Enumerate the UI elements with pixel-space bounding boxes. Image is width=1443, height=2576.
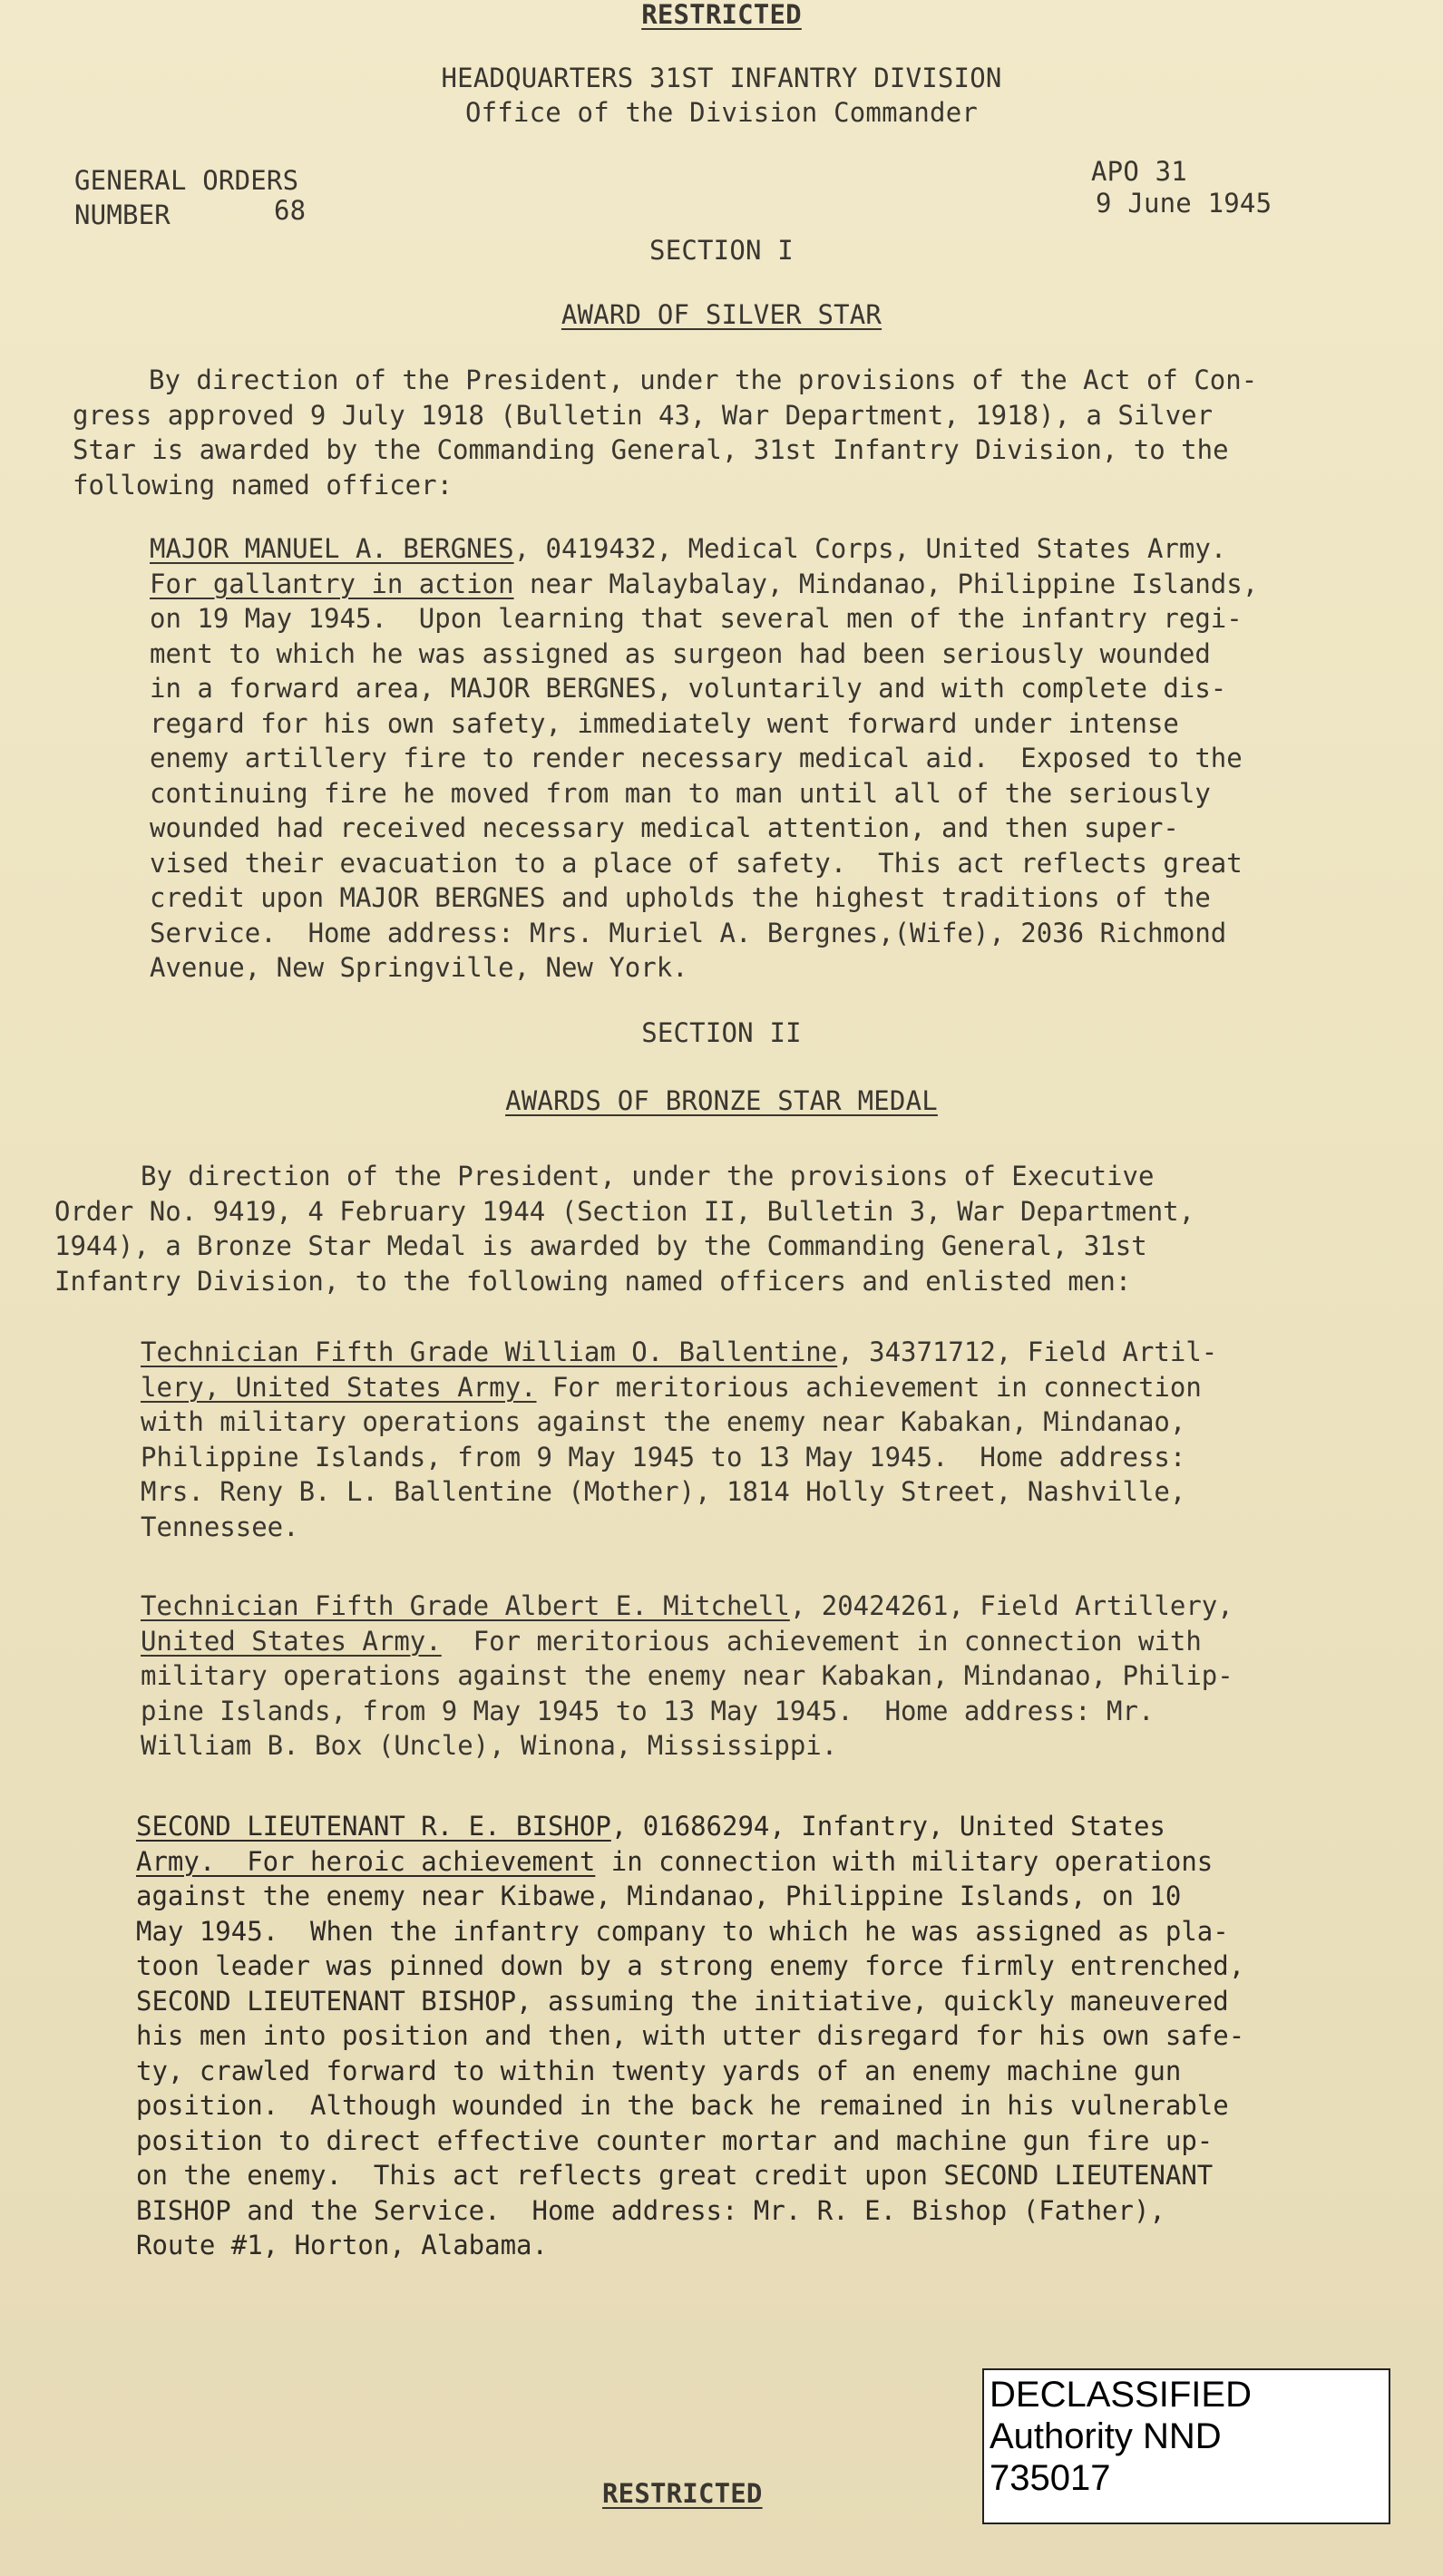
headquarters-line: HEADQUARTERS 31ST INFANTRY DIVISION bbox=[441, 63, 1002, 93]
citation-line: May 1945. When the infantry company to which he was assigned as pla- bbox=[136, 1915, 1229, 1947]
declassified-stamp bbox=[982, 2368, 1390, 2524]
intro-line: 1944), a Bronze Star Medal is awarded by the Commanding General, 31st bbox=[54, 1230, 1147, 1261]
citation-recipient-name: SECOND LIEUTENANT R. E. BISHOP bbox=[136, 1811, 611, 1842]
intro-line: By direction of the President, under the provisions of Executive bbox=[141, 1161, 1155, 1191]
citation-line: ment to which he was assigned as surgeon had been seriously wounded bbox=[150, 637, 1211, 669]
silver-star-citation bbox=[150, 531, 1258, 986]
citation-underlined: United States Army. bbox=[141, 1625, 442, 1657]
citation-line: on the enemy. This act reflects great credit upon SECOND LIEUTENANT bbox=[136, 2160, 1214, 2191]
citation-line: wounded had received necessary medical attention, and then super- bbox=[150, 812, 1179, 843]
citation-underlined: lery, United States Army. bbox=[141, 1371, 537, 1403]
bronze-star-citation-mitchell bbox=[141, 1589, 1233, 1764]
citation-line: in a forward area, MAJOR BERGNES, voluntarily and with complete dis- bbox=[150, 673, 1227, 704]
number-label: NUMBER bbox=[74, 199, 171, 230]
section-ii-title: AWARDS OF BRONZE STAR MEDAL bbox=[505, 1085, 938, 1116]
citation-line: position. Although wounded in the back he remained in his vulnerable bbox=[136, 2090, 1229, 2121]
citation-line: credit upon MAJOR BERGNES and upholds the highest traditions of the bbox=[150, 882, 1211, 913]
citation-underlined: For gallantry in action bbox=[150, 568, 514, 599]
bronze-star-citation-ballentine bbox=[141, 1335, 1217, 1544]
citation-line: , 34371712, Field Artil- bbox=[837, 1337, 1218, 1367]
citation-line: , 20424261, Field Artillery, bbox=[789, 1590, 1233, 1621]
citation-line: Service. Home address: Mrs. Muriel A. Bergnes,(Wife), 2036 Richmond bbox=[150, 917, 1227, 948]
citation-line: enemy artillery fire to render necessary medical aid. Exposed to the bbox=[150, 743, 1243, 773]
citation-line: position to direct effective counter mortar and machine gun fire up- bbox=[136, 2124, 1214, 2156]
citation-line: SECOND LIEUTENANT BISHOP, assuming the initiative, quickly maneuvered bbox=[136, 1985, 1229, 2017]
citation-line: Route #1, Horton, Alabama. bbox=[136, 2230, 548, 2260]
section-ii-heading: SECTION II bbox=[641, 1017, 802, 1048]
section-i-heading: SECTION I bbox=[649, 235, 794, 266]
section-i-intro bbox=[73, 363, 1257, 502]
citation-line: military operations against the enemy near Kabakan, Mindanao, Philip- bbox=[141, 1660, 1233, 1691]
citation-recipient-name: Technician Fifth Grade William O. Ballentine bbox=[141, 1337, 838, 1367]
general-orders-label: GENERAL ORDERS bbox=[74, 165, 299, 196]
citation-underlined: Army. For heroic achievement bbox=[136, 1845, 596, 1877]
bronze-star-citation-bishop bbox=[136, 1809, 1244, 2263]
citation-line: Philippine Islands, from 9 May 1945 to 13 May 1945. Home address: bbox=[141, 1441, 1186, 1473]
citation-line: Tennessee. bbox=[141, 1511, 299, 1542]
intro-line: gress approved 9 July 1918 (Bulletin 43, War Department, 1918), a Silver bbox=[73, 399, 1214, 431]
citation-recipient-name: Technician Fifth Grade Albert E. Mitchell bbox=[141, 1590, 790, 1621]
citation-line: vised their evacuation to a place of safety. This act reflects great bbox=[150, 847, 1243, 879]
citation-line: continuing fire he moved from man to man until all of the seriously bbox=[150, 777, 1211, 809]
citation-line: For meritorious achievement in connection with bbox=[441, 1625, 1202, 1657]
intro-line: following named officer: bbox=[73, 469, 453, 501]
citation-line: against the enemy near Kibawe, Mindanao, Philippine Islands, on 10 bbox=[136, 1881, 1182, 1911]
citation-line: with military operations against the enemy near Kabakan, Mindanao, bbox=[141, 1406, 1186, 1437]
stamp-line: DECLASSIFIED bbox=[990, 2375, 1252, 2415]
citation-line: in connection with military operations bbox=[595, 1845, 1214, 1877]
stamp-line: Authority NND bbox=[990, 2416, 1222, 2456]
intro-line: Infantry Division, to the following named officers and enlisted men: bbox=[54, 1265, 1132, 1297]
citation-recipient-name: MAJOR MANUEL A. BERGNES bbox=[150, 533, 514, 564]
restricted-bottom-marking: RESTRICTED bbox=[602, 2478, 763, 2509]
order-number: 68 bbox=[274, 195, 307, 226]
citation-line: For meritorious achievement in connection bbox=[536, 1371, 1202, 1403]
citation-line: William B. Box (Uncle), Winona, Mississippi. bbox=[141, 1730, 838, 1761]
citation-line: BISHOP and the Service. Home address: Mr. R. E. Bishop (Father), bbox=[136, 2194, 1165, 2226]
order-date: 9 June 1945 bbox=[1096, 188, 1272, 219]
intro-line: Star is awarded by the Commanding General, 31st Infantry Division, to the bbox=[73, 434, 1229, 465]
citation-line: pine Islands, from 9 May 1945 to 13 May 1945. Home address: Mr. bbox=[141, 1695, 1155, 1726]
citation-line: regard for his own safety, immediately went forward under intense bbox=[150, 707, 1179, 739]
citation-line: near Malaybalay, Mindanao, Philippine Islands, bbox=[513, 568, 1259, 599]
citation-line: toon leader was pinned down by a strong enemy force firmly entrenched, bbox=[136, 1950, 1245, 1981]
section-ii-intro bbox=[54, 1159, 1194, 1298]
stamp-line: 735017 bbox=[990, 2458, 1111, 2498]
citation-line: his men into position and then, with utter disregard for his own safe- bbox=[136, 2020, 1245, 2051]
citation-line: on 19 May 1945. Upon learning that several men of the infantry regi- bbox=[150, 603, 1243, 634]
citation-line: ty, crawled forward to within twenty yards of an enemy machine gun bbox=[136, 2055, 1182, 2086]
apo-label: APO 31 bbox=[1091, 156, 1187, 187]
intro-line: By direction of the President, under the provisions of the Act of Con- bbox=[149, 365, 1258, 395]
restricted-top-marking: RESTRICTED bbox=[641, 0, 802, 30]
citation-line: Avenue, New Springville, New York. bbox=[150, 952, 688, 983]
citation-line: , 01686294, Infantry, United States bbox=[610, 1811, 1165, 1842]
section-i-title: AWARD OF SILVER STAR bbox=[561, 299, 882, 330]
citation-line: Mrs. Reny B. L. Ballentine (Mother), 1814 Holly Street, Nashville, bbox=[141, 1476, 1186, 1507]
citation-line: , 0419432, Medical Corps, United States Army. bbox=[513, 533, 1227, 564]
office-line: Office of the Division Commander bbox=[464, 97, 979, 128]
intro-line: Order No. 9419, 4 February 1944 (Section II, Bulletin 3, War Department, bbox=[54, 1195, 1195, 1227]
